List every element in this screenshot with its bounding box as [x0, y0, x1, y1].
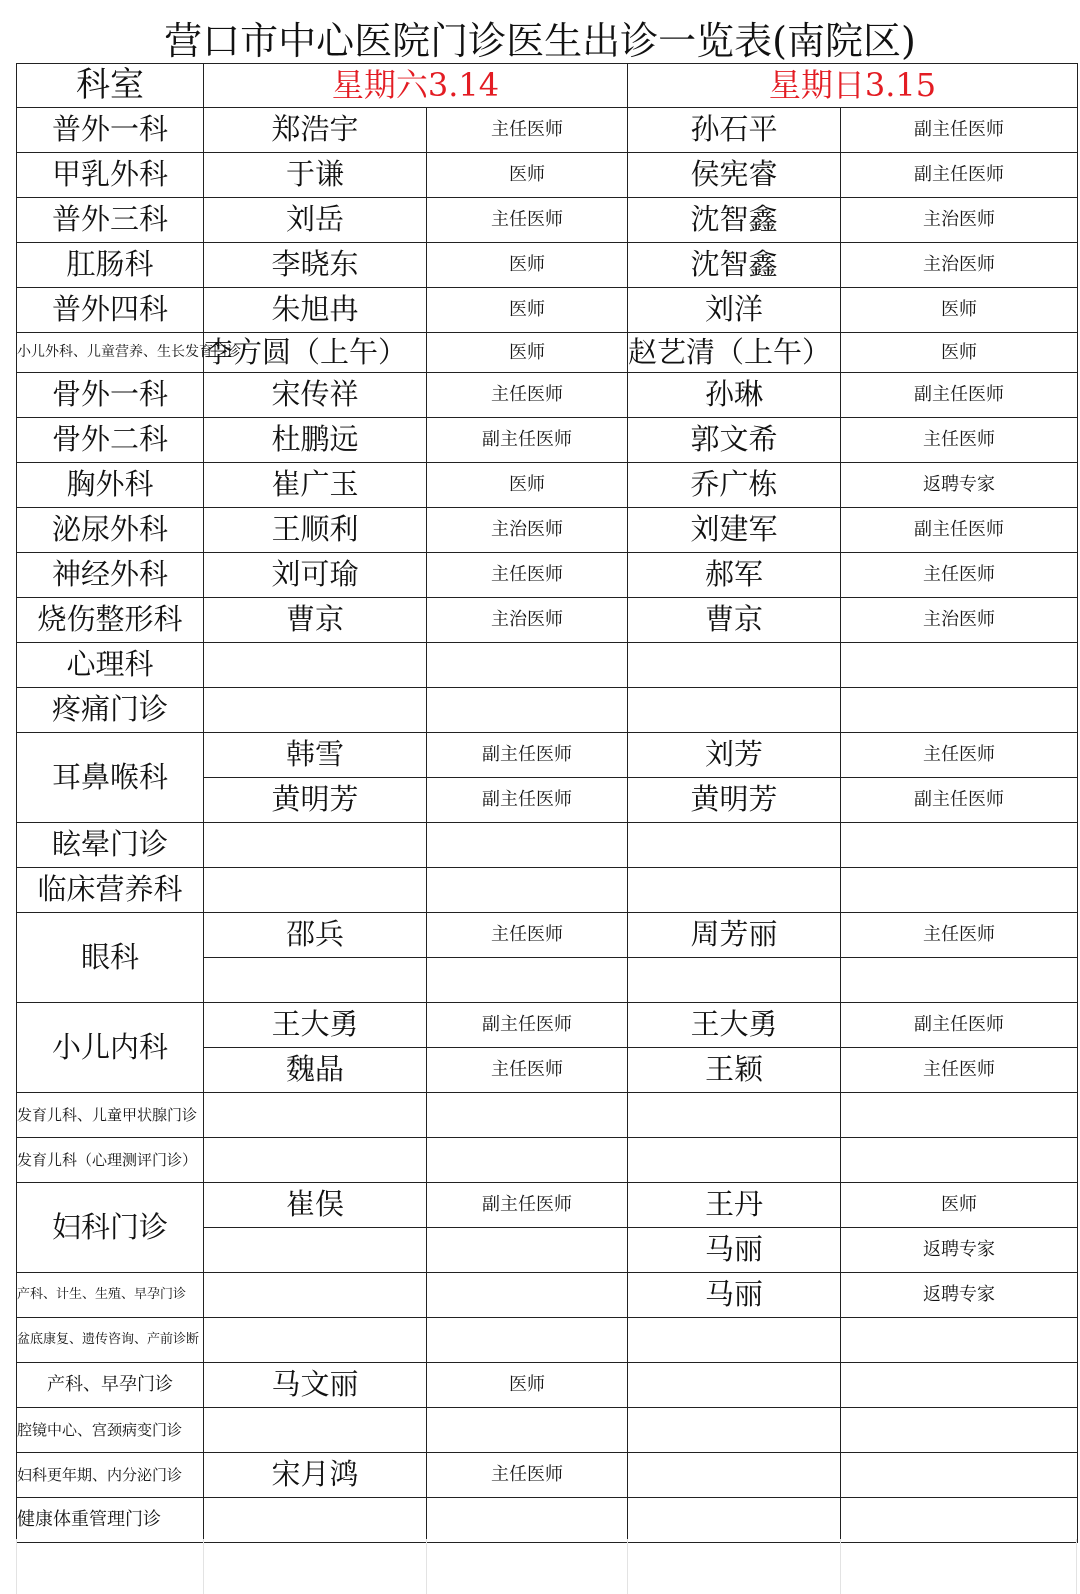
- sat-doctor-name: [204, 1408, 427, 1453]
- sat-doctor-name: [204, 1498, 427, 1543]
- table-row: [17, 1498, 1078, 1543]
- sun-doctor-name: [628, 868, 841, 913]
- table-row: [17, 373, 1078, 418]
- table-row: [17, 1408, 1078, 1453]
- dept-column-header: 科室: [17, 64, 204, 108]
- sun-doctor-title: 返聘专家: [841, 463, 1078, 508]
- sat-doctor-title: 医师: [427, 153, 628, 198]
- sun-doctor-title: [841, 1453, 1078, 1498]
- sat-doctor-name: [204, 868, 427, 913]
- dept-cell: 发育儿科、儿童甲状腺门诊: [17, 1093, 204, 1138]
- sat-doctor-name: 朱旭冉: [204, 288, 427, 333]
- sun-doctor-title: 主任医师: [841, 913, 1078, 958]
- sat-doctor-name: [204, 1228, 427, 1273]
- table-row: [17, 823, 1078, 868]
- sun-doctor-name: 周芳丽: [628, 913, 841, 958]
- sun-doctor-title: 副主任医师: [841, 778, 1078, 823]
- sat-doctor-name: 杜鹏远: [204, 418, 427, 463]
- sat-doctor-title: 主治医师: [427, 508, 628, 553]
- sat-doctor-title: [427, 1273, 628, 1318]
- sat-doctor-name: 李晓东: [204, 243, 427, 288]
- sun-doctor-title: [841, 688, 1078, 733]
- sun-doctor-title: 副主任医师: [841, 153, 1078, 198]
- sat-doctor-title: [427, 1138, 628, 1183]
- sat-doctor-title: [427, 1228, 628, 1273]
- dept-cell: 骨外一科: [17, 373, 204, 418]
- table-row: [17, 508, 1078, 553]
- dept-cell: 妇科更年期、内分泌门诊: [17, 1453, 204, 1498]
- sat-doctor-title: 医师: [427, 463, 628, 508]
- sat-doctor-title: [427, 958, 628, 1003]
- sat-doctor-name: 邵兵: [204, 913, 427, 958]
- dept-cell: 产科、早孕门诊: [17, 1363, 204, 1408]
- table-row: [17, 198, 1078, 243]
- sun-doctor-name: 王丹: [628, 1183, 841, 1228]
- sun-doctor-title: 副主任医师: [841, 108, 1078, 153]
- dept-cell: 烧伤整形科: [17, 598, 204, 643]
- sunday-header: 星期日3.15: [628, 64, 1078, 108]
- table-row: [17, 1318, 1078, 1363]
- sun-doctor-name: 曹京: [628, 598, 841, 643]
- sun-doctor-name: 郝军: [628, 553, 841, 598]
- table-row: [17, 288, 1078, 333]
- sat-doctor-name: 郑浩宇: [204, 108, 427, 153]
- table-row: [17, 418, 1078, 463]
- sun-doctor-name: [628, 823, 841, 868]
- page-title: 营口市中心医院门诊医生出诊一览表(南院区): [164, 19, 916, 63]
- sun-doctor-title: 医师: [841, 333, 1078, 373]
- sun-doctor-title: 主治医师: [841, 198, 1078, 243]
- sat-doctor-title: 医师: [427, 333, 628, 373]
- sat-doctor-name: 马文丽: [204, 1363, 427, 1408]
- sat-doctor-title: [427, 1498, 628, 1543]
- sun-doctor-title: [841, 823, 1078, 868]
- dept-cell: 肛肠科: [17, 243, 204, 288]
- table-row: [17, 643, 1078, 688]
- sun-doctor-name: [628, 1408, 841, 1453]
- sun-doctor-title: 主治医师: [841, 243, 1078, 288]
- sun-doctor-title: [841, 1318, 1078, 1363]
- sun-doctor-title: 主任医师: [841, 1048, 1078, 1093]
- sat-doctor-title: 副主任医师: [427, 1183, 628, 1228]
- sun-doctor-name: 孙石平: [628, 108, 841, 153]
- sat-doctor-name: 宋月鸿: [204, 1453, 427, 1498]
- sat-doctor-title: 主任医师: [427, 198, 628, 243]
- sat-doctor-title: 主任医师: [427, 1048, 628, 1093]
- dept-cell: 心理科: [17, 643, 204, 688]
- table-row: [17, 243, 1078, 288]
- dept-cell: 普外三科: [17, 198, 204, 243]
- dept-cell: 普外四科: [17, 288, 204, 333]
- sat-doctor-title: 主治医师: [427, 598, 628, 643]
- sat-doctor-name: [204, 643, 427, 688]
- dept-cell: 发育儿科（心理测评门诊）: [17, 1138, 204, 1183]
- sun-doctor-name: [628, 688, 841, 733]
- sat-doctor-name: 崔俣: [204, 1183, 427, 1228]
- dept-cell: 小儿内科: [17, 1003, 204, 1093]
- sat-doctor-name: 崔广玉: [204, 463, 427, 508]
- sun-doctor-name: 马丽: [628, 1228, 841, 1273]
- sat-doctor-name: 魏晶: [204, 1048, 427, 1093]
- sun-doctor-title: 副主任医师: [841, 1003, 1078, 1048]
- sat-doctor-title: 副主任医师: [427, 418, 628, 463]
- sat-doctor-name: 韩雪: [204, 733, 427, 778]
- sat-doctor-name: 王大勇: [204, 1003, 427, 1048]
- sat-doctor-title: 主任医师: [427, 553, 628, 598]
- sat-doctor-name: [204, 823, 427, 868]
- sun-doctor-title: 返聘专家: [841, 1273, 1078, 1318]
- sat-doctor-title: [427, 868, 628, 913]
- sun-doctor-name: 刘建军: [628, 508, 841, 553]
- sun-doctor-name: 黄明芳: [628, 778, 841, 823]
- sun-doctor-title: [841, 868, 1078, 913]
- sun-doctor-title: [841, 1363, 1078, 1408]
- sun-doctor-name: [628, 1318, 841, 1363]
- table-row: [17, 1093, 1078, 1138]
- sun-doctor-name: [628, 1138, 841, 1183]
- dept-cell: 泌尿外科: [17, 508, 204, 553]
- saturday-header: 星期六3.14: [204, 64, 628, 108]
- sun-doctor-title: 主任医师: [841, 553, 1078, 598]
- table-row: [17, 598, 1078, 643]
- sun-doctor-name: 乔广栋: [628, 463, 841, 508]
- sun-doctor-title: [841, 1408, 1078, 1453]
- sun-doctor-name: 郭文希: [628, 418, 841, 463]
- sat-doctor-title: 主任医师: [427, 1453, 628, 1498]
- table-row: [17, 1273, 1078, 1318]
- sat-doctor-title: 主任医师: [427, 373, 628, 418]
- sat-doctor-name: [204, 958, 427, 1003]
- sat-doctor-title: [427, 688, 628, 733]
- sat-doctor-name: 曹京: [204, 598, 427, 643]
- table-row: [17, 108, 1078, 153]
- sun-doctor-name: 沈智鑫: [628, 198, 841, 243]
- table-row: [17, 553, 1078, 598]
- table-row: [17, 868, 1078, 913]
- sun-doctor-name: 刘芳: [628, 733, 841, 778]
- sat-doctor-name: [204, 1093, 427, 1138]
- sat-doctor-name: 宋传祥: [204, 373, 427, 418]
- sun-doctor-name: 刘洋: [628, 288, 841, 333]
- sat-doctor-title: 副主任医师: [427, 1003, 628, 1048]
- sun-doctor-name: 沈智鑫: [628, 243, 841, 288]
- sun-doctor-name: 赵艺清（上午）: [628, 333, 841, 373]
- sat-doctor-name: 李方圆（上午）: [204, 333, 427, 373]
- sat-doctor-name: 王顺利: [204, 508, 427, 553]
- sun-doctor-name: 孙琳: [628, 373, 841, 418]
- sun-doctor-name: 侯宪睿: [628, 153, 841, 198]
- sat-doctor-title: 医师: [427, 1363, 628, 1408]
- sat-doctor-name: 黄明芳: [204, 778, 427, 823]
- sat-doctor-name: 于谦: [204, 153, 427, 198]
- schedule-table: [16, 63, 1078, 1543]
- sat-doctor-name: 刘岳: [204, 198, 427, 243]
- dept-cell: 疼痛门诊: [17, 688, 204, 733]
- sun-doctor-title: 医师: [841, 1183, 1078, 1228]
- table-row: [17, 913, 1078, 958]
- sat-doctor-title: [427, 1318, 628, 1363]
- dept-cell: 甲乳外科: [17, 153, 204, 198]
- sun-doctor-title: 主治医师: [841, 598, 1078, 643]
- dept-cell: 健康体重管理门诊: [17, 1498, 204, 1543]
- sat-doctor-title: [427, 643, 628, 688]
- sun-doctor-name: 王大勇: [628, 1003, 841, 1048]
- sat-doctor-title: 医师: [427, 243, 628, 288]
- sat-doctor-title: [427, 823, 628, 868]
- sun-doctor-name: [628, 643, 841, 688]
- table-row: [17, 463, 1078, 508]
- sun-doctor-title: [841, 1138, 1078, 1183]
- table-row: [17, 1003, 1078, 1048]
- sat-doctor-name: [204, 688, 427, 733]
- sat-doctor-title: 副主任医师: [427, 778, 628, 823]
- dept-cell: 眼科: [17, 913, 204, 1003]
- sun-doctor-title: 主任医师: [841, 733, 1078, 778]
- sun-doctor-name: [628, 1093, 841, 1138]
- table-header-row: [17, 64, 1078, 108]
- sat-doctor-name: [204, 1273, 427, 1318]
- sun-doctor-title: 副主任医师: [841, 508, 1078, 553]
- sat-doctor-name: 刘可瑜: [204, 553, 427, 598]
- sun-doctor-title: 返聘专家: [841, 1228, 1078, 1273]
- sun-doctor-title: [841, 1093, 1078, 1138]
- table-row: [17, 1453, 1078, 1498]
- sun-doctor-name: 马丽: [628, 1273, 841, 1318]
- sun-doctor-name: [628, 1498, 841, 1543]
- sun-doctor-name: [628, 1453, 841, 1498]
- dept-cell: 耳鼻喉科: [17, 733, 204, 823]
- dept-cell: 普外一科: [17, 108, 204, 153]
- dept-cell: 胸外科: [17, 463, 204, 508]
- sun-doctor-title: 主任医师: [841, 418, 1078, 463]
- table-row: [17, 1183, 1078, 1228]
- sat-doctor-name: [204, 1138, 427, 1183]
- table-row: [17, 1138, 1078, 1183]
- dept-cell: 腔镜中心、宫颈病变门诊: [17, 1408, 204, 1453]
- sun-doctor-name: [628, 958, 841, 1003]
- table-row: [17, 733, 1078, 778]
- sun-doctor-title: 副主任医师: [841, 373, 1078, 418]
- sun-doctor-name: 王颖: [628, 1048, 841, 1093]
- sun-doctor-title: 医师: [841, 288, 1078, 333]
- sun-doctor-title: [841, 958, 1078, 1003]
- dept-cell: 临床营养科: [17, 868, 204, 913]
- table-row: [17, 688, 1078, 733]
- sat-doctor-title: 主任医师: [427, 108, 628, 153]
- sat-doctor-title: 副主任医师: [427, 733, 628, 778]
- dept-cell: 盆底康复、遗传咨询、产前诊断: [17, 1318, 204, 1363]
- dept-cell: 妇科门诊: [17, 1183, 204, 1273]
- sat-doctor-title: [427, 1408, 628, 1453]
- table-row: [17, 1363, 1078, 1408]
- dept-cell: 产科、计生、生殖、早孕门诊: [17, 1273, 204, 1318]
- empty-grid-below: [16, 1539, 1077, 1594]
- table-row: [17, 333, 1078, 373]
- dept-cell: 眩晕门诊: [17, 823, 204, 868]
- table-row: [17, 153, 1078, 198]
- sat-doctor-name: [204, 1318, 427, 1363]
- dept-cell: 骨外二科: [17, 418, 204, 463]
- sat-doctor-title: 医师: [427, 288, 628, 333]
- dept-cell: 神经外科: [17, 553, 204, 598]
- sun-doctor-title: [841, 643, 1078, 688]
- sun-doctor-name: [628, 1363, 841, 1408]
- sat-doctor-title: [427, 1093, 628, 1138]
- sat-doctor-title: 主任医师: [427, 913, 628, 958]
- dept-cell: 小儿外科、儿童营养、生长发育门诊: [17, 333, 204, 373]
- sun-doctor-title: [841, 1498, 1078, 1543]
